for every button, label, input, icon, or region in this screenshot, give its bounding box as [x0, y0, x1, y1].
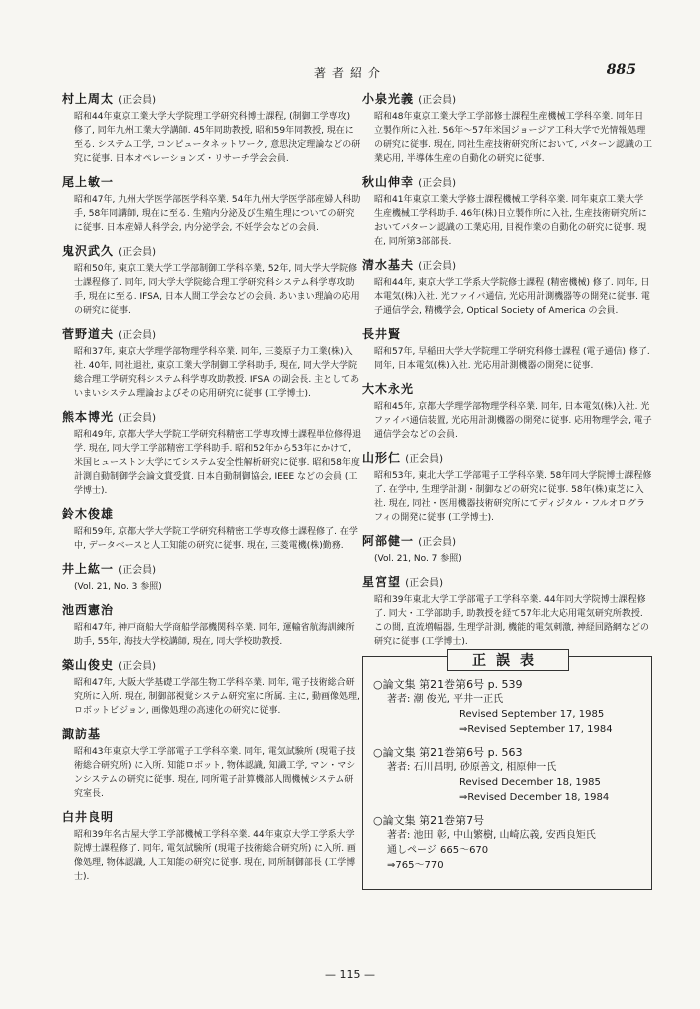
errata-correct: ⇒765～770 [387, 860, 444, 871]
author-entry [62, 325, 362, 401]
author-entry [62, 408, 362, 498]
errata-title: 正誤表 [447, 649, 569, 671]
author-bio: 昭和44年, 東京大学工学系大学院修士課程 (精密機械) 修了. 同年, 日本電気(株)入社. 光ファイバ通信, 光応用計測機器等の開発に従事. 電子通信学会, 精機学会, Optical Society of America の会員. [374, 278, 650, 316]
author-bio: 昭和45年, 京都大学理学部物理学科卒業. 同年, 日本電気(株)入社. 光ファイバ通信装置, 光応用計測機器の開発に従事. 応用物理学会, 電子通信学会などの会員. [374, 402, 652, 440]
author-entry [62, 173, 362, 235]
author-name: 白井良明 [62, 810, 115, 824]
author-bio: 昭和47年, 大阪大学基礎工学部生物工学科卒業. 同年, 電子技術総合研究所に入所. 現在, 制御部視覚システム研究室に所属. 主に, 動画像処理, ロボットビジョン, 画像処理の高速化の研究に従事. [74, 678, 360, 716]
author-name: 小泉光義 [362, 92, 415, 106]
errata-item [373, 813, 643, 873]
author-bio: 昭和59年, 京都大学大学院工学研究科精密工学専攻修士課程修了. 在学中, データベースと人工知能の研究に従事. 現在, 三菱電機(株)勤務. [74, 527, 358, 551]
author-name: 山形仁 [362, 451, 402, 465]
errata-item [373, 677, 643, 737]
author-entry [62, 601, 362, 649]
author-bio: 昭和50年, 東京工業大学工学部制御工学科卒業, 52年, 同大学大学院修士課程修了. 同年, 同大学大学院総合理工学研究科システム科学専攻助手, 現在に至る. IFSA, 日本人間工学会などの会員. あいまい理論の応用の研究に従事. [74, 264, 360, 316]
errata-citation: ○論文集 第21巻第6号 p. 563 [373, 746, 523, 759]
author-name: 阿部健一 [362, 534, 415, 548]
author-name: 星宮望 [362, 575, 402, 589]
author-bio: 昭和39年東北大学工学部電子工学科卒業. 44年同大学院博士課程修了. 同大・工学部助手, 助教授を経て57年北大応用電気研究所教授. この間, 直流増幅器, 生理学計測, 機能的電気刺激, 神経回路網などの研究に従事 (工学博士). [374, 595, 649, 647]
author-name: 鬼沢武久 [62, 244, 115, 258]
author-entry [62, 808, 362, 884]
author-name: 諏訪基 [62, 727, 102, 741]
member-status: (正会員) [118, 661, 157, 672]
author-name: 築山俊史 [62, 658, 115, 672]
author-bio: (Vol. 21, No. 7 参照) [374, 554, 462, 564]
author-bio: 昭和47年, 九州大学医学部医学科卒業. 54年九州大学医学部産婦人科助手, 58年同講師, 現在に至る. 生殖内分泌及び生殖生理についての研究に従事. 日本産婦人科学会, 内分泌学会, 不妊学会などの会員. [74, 195, 361, 233]
author-entry [362, 256, 652, 318]
author-entry [362, 532, 652, 566]
errata-authors: 著者: 石川昌明, 砂原善文, 相原伸一氏 [387, 762, 557, 773]
journal-page-number: 885 [606, 62, 636, 78]
author-entry [62, 725, 362, 801]
member-status: (正会員) [118, 95, 157, 106]
errata-authors: 著者: 潮 俊光, 平井一正氏 [387, 694, 504, 705]
author-name: 尾上敏一 [62, 175, 115, 189]
author-entry [62, 242, 362, 318]
author-name: 井上紘一 [62, 562, 115, 576]
author-entry [62, 656, 362, 718]
errata-correct: ⇒Revised September 17, 1984 [459, 724, 613, 735]
member-status: (正会員) [118, 413, 157, 424]
author-name: 長井賢 [362, 327, 402, 341]
author-bio: 昭和53年, 東北大学工学部電子工学科卒業. 58年同大学院博士課程修了. 在学中, 生理学計測・制御などの研究に従事. 58年(株)東芝に入社. 現在, 同社・医用機器技術研究所にてディジタル・フルオログラフィの開発に従事 (工学博士). [374, 471, 652, 523]
errata-wrong: 通しページ 665～670 [387, 845, 489, 856]
author-name: 菅野道夫 [62, 327, 115, 341]
member-status: (正会員) [118, 330, 157, 341]
errata-wrong: Revised September 17, 1985 [459, 709, 605, 720]
author-bio: 昭和37年, 東京大学理学部物理学科卒業. 同年, 三菱原子力工業(株)入社. 40年, 同社退社, 東京工業大学制御工学科助手, 現在, 同大学大学院総合理工学研究科システム科学専攻助教授. IFSA の副会長. 主としてあいまいシステム理論およびその応用研究に従事 (工学博士). [74, 347, 360, 399]
author-entry [362, 380, 652, 442]
author-bio: 昭和48年東京工業大学工学部修士課程生産機械工学科卒業. 同年日立製作所に入社. 56年～57年米国ジョージア工科大学で光情報処理の研究に従事. 現在, 同社生産技術研究所において, パターン認識の工業応用, 半導体生産の自動化の研究に従事. [374, 112, 652, 164]
right-column [362, 90, 652, 890]
member-status: (正会員) [418, 95, 457, 106]
errata-correct: ⇒Revised December 18, 1984 [459, 792, 610, 803]
member-status: (正会員) [405, 454, 444, 465]
member-status: (正会員) [418, 261, 457, 272]
author-bio: 昭和44年東京工業大学大学院理工学研究科博士課程, (制御工学専攻) 修了, 同年九州工業大学講師. 45年同助教授, 昭和59年同教授, 現在に至る. システム工学, コンピュータネットワーク, 意思決定理論などの研究に従事. 日本オペレーションズ・リサーチ学会会員. [74, 112, 361, 164]
errata-wrong: Revised December 18, 1985 [459, 777, 601, 788]
member-status: (正会員) [418, 537, 457, 548]
author-entry [62, 505, 362, 553]
author-entry [62, 90, 362, 166]
author-name: 秋山伸幸 [362, 175, 415, 189]
author-name: 池西憲治 [62, 603, 115, 617]
errata-citation: ○論文集 第21巻第7号 [373, 814, 485, 827]
author-name: 清水基夫 [362, 258, 415, 272]
author-bio: 昭和41年東京工業大学修士課程機械工学科卒業. 同年東京工業大学生産機械工学科助手. 46年(株)日立製作所に入社, 生産技術研究所においてパターン認識の工業応用, 目視作業の自動化の研究に従事. 現在, 同所第3部部長. [374, 195, 647, 247]
author-entry [362, 449, 652, 525]
member-status: (正会員) [405, 578, 444, 589]
author-bio: 昭和49年, 京都大学大学院工学研究科精密工学専攻博士課程単位修得退学. 現在, 同大学工学部精密工学科助手. 昭和52年から53年にかけて, 米国ヒューストン大学にてシステム安全性解析研究に従事. 昭和58年度計測自動制御学会論文賞受賞. 日本自動制御協会, IEEE などの会員 (工学博士). [74, 430, 362, 496]
author-entry [62, 560, 362, 594]
author-name: 鈴木俊雄 [62, 507, 115, 521]
errata-authors: 著者: 池田 彰, 中山繁樹, 山崎広義, 安西良矩氏 [387, 830, 596, 841]
author-name: 熊本博光 [62, 410, 115, 424]
left-column [62, 90, 362, 891]
author-name: 村上周太 [62, 92, 115, 106]
author-bio: 昭和39年名古屋大学工学部機械工学科卒業. 44年東京大学工学系大学院博士課程修了. 同年, 電気試験所 (現電子技術総合研究所) に入所. 画像処理, 物体認識, 人工知能の研究に従事. 現在, 同所制御部長 (工学博士). [74, 830, 356, 882]
author-entry [362, 90, 652, 166]
author-bio: 昭和47年, 神戸商船大学商船学部機関科卒業. 同年, 運輸省航海訓練所助手, 55年, 海技大学校講師, 現在, 同大学校助教授. [74, 623, 355, 647]
author-bio: 昭和57年, 早稲田大学大学院理工学研究科修士課程 (電子通信) 修了. 同年, 日本電気(株)入社. 光応用計測機器の開発に従事. [374, 347, 650, 371]
author-name: 大木永光 [362, 382, 415, 396]
errata-box [362, 653, 652, 890]
author-entry [362, 173, 652, 249]
section-title: 著者紹介 [313, 66, 386, 80]
page-footer-number: — 115 — [325, 968, 375, 981]
author-bio: (Vol. 21, No. 3 参照) [74, 582, 162, 592]
member-status: (正会員) [418, 178, 457, 189]
errata-item [373, 745, 643, 805]
member-status: (正会員) [118, 247, 157, 258]
member-status: (正会員) [118, 565, 157, 576]
author-entry [362, 573, 652, 649]
author-entry [362, 325, 652, 373]
errata-citation: ○論文集 第21巻第6号 p. 539 [373, 678, 523, 691]
author-bio: 昭和43年東京大学工学部電子工学科卒業. 同年, 電気試験所 (現電子技術総合研究所) に入所. 知能ロボット, 物体認識, 知識工学, マン・マシンシステムの研究に従事. 現在, 同所電子計算機部人間機械システム研究室長. [74, 747, 356, 799]
